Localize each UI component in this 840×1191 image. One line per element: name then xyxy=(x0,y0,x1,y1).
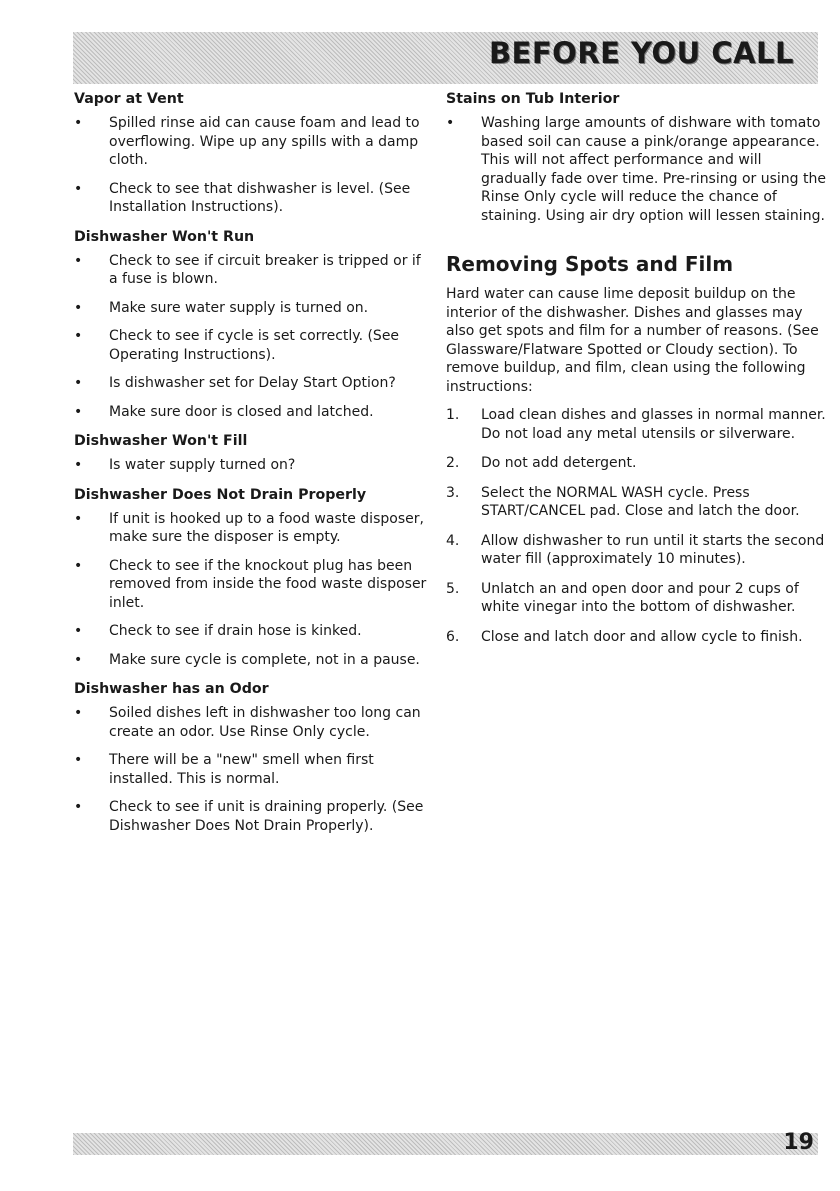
header-band xyxy=(73,32,818,84)
list-item-text: Is water supply turned on? xyxy=(109,457,296,473)
list-item-text: Check to see if drain hose is kinked. xyxy=(109,623,362,639)
section-heading: Vapor at Vent xyxy=(74,91,184,107)
list-item-text: There will be a "new" smell when first installed. This is normal. xyxy=(109,752,374,787)
bullet-list xyxy=(74,114,429,217)
intro-paragraph: Hard water can cause lime deposit buildup on the interior of the dishwasher. Dishes and glasses may also get spots and film for a number of reasons. (See Glassware/Flatware Spotted or Cloudy section). To remove buildup, and film, clean using the following instructions: xyxy=(446,286,819,395)
list-item-text: If unit is hooked up to a food waste disposer, make sure the disposer is empty. xyxy=(109,510,424,545)
list-item xyxy=(446,454,831,473)
list-item xyxy=(446,406,831,443)
list-item-text: Spilled rinse aid can cause foam and lead to overflowing. Wipe up any spills with a damp cloth. xyxy=(109,115,420,168)
list-item-text: Check to see that dishwasher is level. (See Installation Instructions). xyxy=(109,180,411,215)
step-text: Unlatch an and open door and pour 2 cups of white vinegar into the bottom of dishwasher. xyxy=(481,580,799,615)
bullet-icon: • xyxy=(74,799,83,815)
section-heading: Dishwasher Does Not Drain Properly xyxy=(74,486,367,503)
bullet-icon: • xyxy=(74,510,83,527)
step-text: Do not add detergent. xyxy=(481,455,637,471)
section-wont-run xyxy=(74,227,429,422)
step-number: 4. xyxy=(446,532,460,549)
list-item xyxy=(446,114,831,225)
page-title: BEFORE YOU CALL xyxy=(488,36,794,70)
list-item xyxy=(74,622,429,641)
step-number: 6. xyxy=(446,628,460,645)
list-item xyxy=(446,628,831,647)
list-item xyxy=(74,704,429,741)
step-text: Close and latch door and allow cycle to finish. xyxy=(481,628,803,645)
step-number: 3. xyxy=(446,484,460,501)
section-title: Removing Spots and Film xyxy=(446,252,734,276)
step-text: Load clean dishes and glasses in normal manner. Do not load any metal utensils or silverware. xyxy=(481,407,826,442)
list-item xyxy=(74,299,429,318)
list-item xyxy=(446,484,831,521)
bullet-list xyxy=(74,252,429,422)
bullet-icon: • xyxy=(74,403,83,420)
list-item xyxy=(74,180,429,217)
list-item xyxy=(74,651,429,670)
bullet-icon: • xyxy=(74,752,83,768)
list-item xyxy=(446,580,831,617)
list-item xyxy=(74,327,429,364)
list-item xyxy=(74,403,429,422)
bullet-icon: • xyxy=(74,557,83,574)
section-heading: Dishwasher Won't Fill xyxy=(74,433,248,449)
bullet-list xyxy=(74,704,429,835)
bullet-list xyxy=(74,510,429,670)
step-number: 1. xyxy=(446,407,460,423)
list-item-text: Soiled dishes left in dishwasher too long can create an odor. Use Rinse Only cycle. xyxy=(109,705,421,740)
section-heading: Stains on Tub Interior xyxy=(446,91,620,107)
bullet-icon: • xyxy=(74,299,83,316)
step-list xyxy=(446,406,831,646)
step-number: 5. xyxy=(446,580,460,597)
list-item-text: Check to see if circuit breaker is tripped or if a fuse is blown. xyxy=(109,252,421,287)
list-item xyxy=(74,798,429,835)
bullet-icon: • xyxy=(74,375,83,391)
list-item xyxy=(74,751,429,788)
step-number: 2. xyxy=(446,455,460,471)
list-item xyxy=(74,557,429,613)
section-vapor-at-vent xyxy=(74,89,429,217)
bullet-icon: • xyxy=(74,705,83,721)
list-item-text: Washing large amounts of dishware with tomato based soil can cause a pink/orange appearance. This will not affect performance and will gradually fade over time. Pre-rinsing or using the Rinse Only cycle will reduce the chance of staining. Using air dry option will lessen staining. xyxy=(481,115,826,224)
page-number: 19 xyxy=(783,1130,814,1155)
list-item xyxy=(446,532,831,569)
list-item-text: Check to see if the knockout plug has been removed from inside the food waste disposer inlet. xyxy=(109,557,427,611)
section-wont-fill xyxy=(74,431,429,475)
section-heading: Dishwasher Won't Run xyxy=(74,228,255,245)
section-heading: Dishwasher has an Odor xyxy=(74,681,269,697)
list-item-text: Make sure door is closed and latched. xyxy=(109,403,374,420)
step-text: Allow dishwasher to run until it starts the second water fill (approximately 10 minutes). xyxy=(481,532,825,567)
bullet-icon: • xyxy=(74,623,83,639)
section-removing-spots xyxy=(446,251,831,646)
list-item-text: Make sure water supply is turned on. xyxy=(109,299,369,316)
bullet-icon: • xyxy=(74,328,83,344)
section-odor xyxy=(74,679,429,835)
section-stains xyxy=(446,89,831,225)
list-item xyxy=(74,252,429,289)
left-column xyxy=(74,89,429,845)
bullet-icon: • xyxy=(74,457,83,473)
bullet-icon: • xyxy=(74,651,83,668)
list-item-text: Is dishwasher set for Delay Start Option? xyxy=(109,375,396,391)
step-text: Select the NORMAL WASH cycle. Press START/CANCEL pad. Close and latch the door. xyxy=(481,484,800,519)
bullet-icon: • xyxy=(446,115,455,131)
bullet-list xyxy=(74,456,429,475)
footer-band xyxy=(73,1130,818,1155)
list-item-text: Check to see if unit is draining properly. (See Dishwasher Does Not Drain Properly). xyxy=(109,799,424,834)
list-item xyxy=(74,510,429,547)
list-item xyxy=(74,374,429,393)
section-does-not-drain xyxy=(74,485,429,670)
bullet-icon: • xyxy=(74,252,83,269)
list-item xyxy=(74,114,429,170)
bullet-list xyxy=(446,114,831,225)
bullet-icon: • xyxy=(74,115,83,131)
list-item-text: Check to see if cycle is set correctly. (See Operating Instructions). xyxy=(109,328,400,363)
right-column xyxy=(446,89,831,657)
bullet-icon: • xyxy=(74,180,83,197)
list-item-text: Make sure cycle is complete, not in a pause. xyxy=(109,651,420,668)
list-item xyxy=(74,456,429,475)
